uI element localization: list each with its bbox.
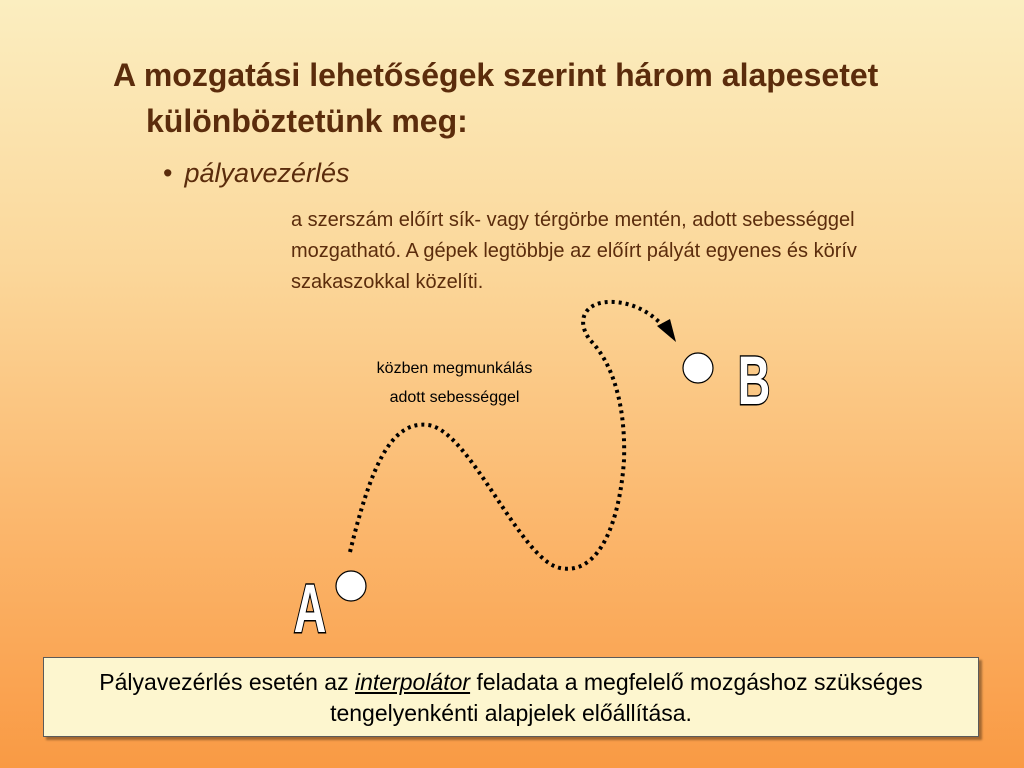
point-b-marker <box>683 353 713 383</box>
bullet-marker: • <box>163 158 173 188</box>
path-label-line-1: közben megmunkálás <box>376 360 533 377</box>
slide-title: A mozgatási lehetőségek szerint három alapesetet különböztetünk meg: <box>113 57 879 139</box>
path-label-line-2: adott sebességgel <box>389 389 520 406</box>
note-box <box>43 657 979 737</box>
arrowhead-icon <box>657 319 676 342</box>
description-text: a szerszám előírt sík- vagy térgörbe mentén, adott sebességgel mozgatható. A gépek legtöbbje az előírt pályát egyenes és körív szakaszokkal közelíti. <box>291 209 857 293</box>
motion-path <box>350 302 672 569</box>
path-label <box>322 354 587 412</box>
note-text-after: feladata a megfelelő mozgáshoz szükséges tengelyenkénti alapjelek előállítása. <box>330 669 923 726</box>
bullet-text: pályavezérlés <box>184 158 350 188</box>
note-emphasis: interpolátor <box>355 669 471 695</box>
point-b-label: B <box>737 342 771 420</box>
note-text-before: Pályavezérlés esetén az <box>99 669 355 695</box>
point-a-label: A <box>293 570 327 648</box>
point-a-marker <box>336 571 366 601</box>
